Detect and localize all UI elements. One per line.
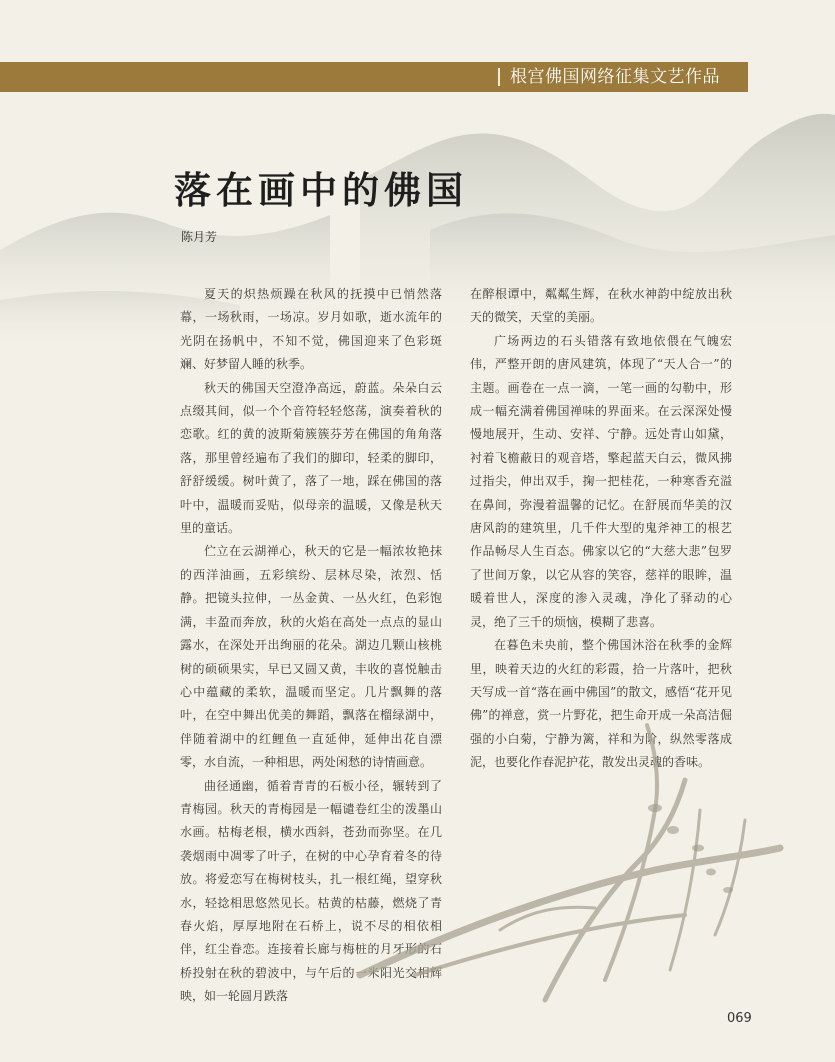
article-author: 陈月芳 <box>181 230 218 244</box>
article-title: 落在画中的佛国 <box>174 169 468 212</box>
paragraph: 伫立在云湖禅心，秋天的它是一幅浓妆艳抹的西洋油画，五彩缤纷、层林尽染，浓烈、恬静。把镜头拉伸，一丛金黄、一丛火红，色彩饱满，丰盈而奔放，秋的火焰在高处一点点的显山露水，在深处开出绚丽的花朵。湖边几颗山核桃树的硕硕果实，早已又圆又黄，丰收的喜悦触击心中蕴藏的柔软，温暖而坚定。几片飘舞的落叶，在空中舞出优美的舞蹈，飘落在榴绿湖中，伴随着湖中的红鲤鱼一直延伸，延伸出花自漂零，水自流，一种相思，两处闲愁的诗情画意。 <box>180 544 442 770</box>
paragraph: 曲径通幽，循着青青的石板小径，辗转到了青梅园。秋天的青梅园是一幅谴卷红尘的泼墨山水画。枯梅老根，横水西斜，苍劲而弥坚。在几袭烟雨中凋零了叶子，在树的中心孕育着冬的待放。将爱恋写在梅树枝头，扎一根红绳，望穿秋水，轻捻相思悠然见长。枯黄的枯藤，燃烧了青春火焰，厚厚地附在石桥上，说不尽的相依相伴，红尘眷恋。连接着长廊与梅桩的月牙形的石桥投射在秋的碧波中，与午后的一米阳光交相辉映，如一轮圆月跌落 <box>180 778 442 1004</box>
page-number: 069 <box>727 1011 752 1026</box>
text-column-right <box>470 283 732 775</box>
paragraph: 秋天的佛国天空澄净高远，蔚蓝。朵朵白云点缀其间，似一个个音符轻轻悠荡，演奏着秋的恋歌。红的黄的波斯菊簇簇芬芳在佛国的角角落落，那里曾经遍布了我们的脚印，轻柔的脚印，舒舒缓缓。树叶黄了，落了一地，踩在佛国的落叶中，温暖而妥贴，似母亲的温暖，又像是秋天里的童话。 <box>180 380 442 536</box>
paragraph-continued: 在醉根谭中，粼粼生辉，在秋水神韵中绽放出秋天的微笑，天堂的美丽。 <box>470 287 732 325</box>
ink-orchid-illustration <box>355 720 785 1010</box>
series-label: 根宫佛国网络征集文艺作品 <box>510 67 720 87</box>
paragraph: 广场两边的石头错落有致地依偎在气魄宏伟，严整开朗的唐风建筑，体现了“天人合一”的主题。画卷在一点一滴，一笔一画的勾勒中，形成一幅充满着佛国禅味的界面来。在云深深处慢慢地展开，生动、安祥、宁静。远处青山如黛，衬着飞檐蔽日的观音塔，擎起蓝天白云，微风拂过指尖，伸出双手，掬一把桂花，一种寒香充溢在鼻间，弥漫着温馨的记忆。在舒展而华美的汉唐风韵的建筑里，几千件大型的鬼斧神工的根艺作品畅尽人生百态。佛家以它的“大慈大悲”包罗了世间万象，以它从容的笑容，慈祥的眼眸，温暖着世人，深度的渗入灵魂，净化了驿动的心灵，绝了三千的烦恼，模糊了悲喜。 <box>470 333 732 629</box>
paragraph: 在暮色未央前，整个佛国沐浴在秋季的金辉里，映着天边的火红的彩霞，拾一片落叶，把秋天写成一首“落在画中佛国”的散文，感悟“花开见佛”的禅意，赏一片野花，把生命开成一朵高洁倔强的小白菊，宁静为篱，祥和为阶，纵然零落成泥，也要化作春泥护花，散发出灵魂的香味。 <box>470 638 732 770</box>
header-divider <box>498 68 500 86</box>
paragraph: 夏天的炽热烦躁在秋风的抚摸中已悄然落幕，一场秋雨，一场凉。岁月如歌，逝水流年的光阴在扬帆中，不知不觉，佛国迎来了色彩斑斓、好梦留人睡的秋季。 <box>180 287 442 372</box>
